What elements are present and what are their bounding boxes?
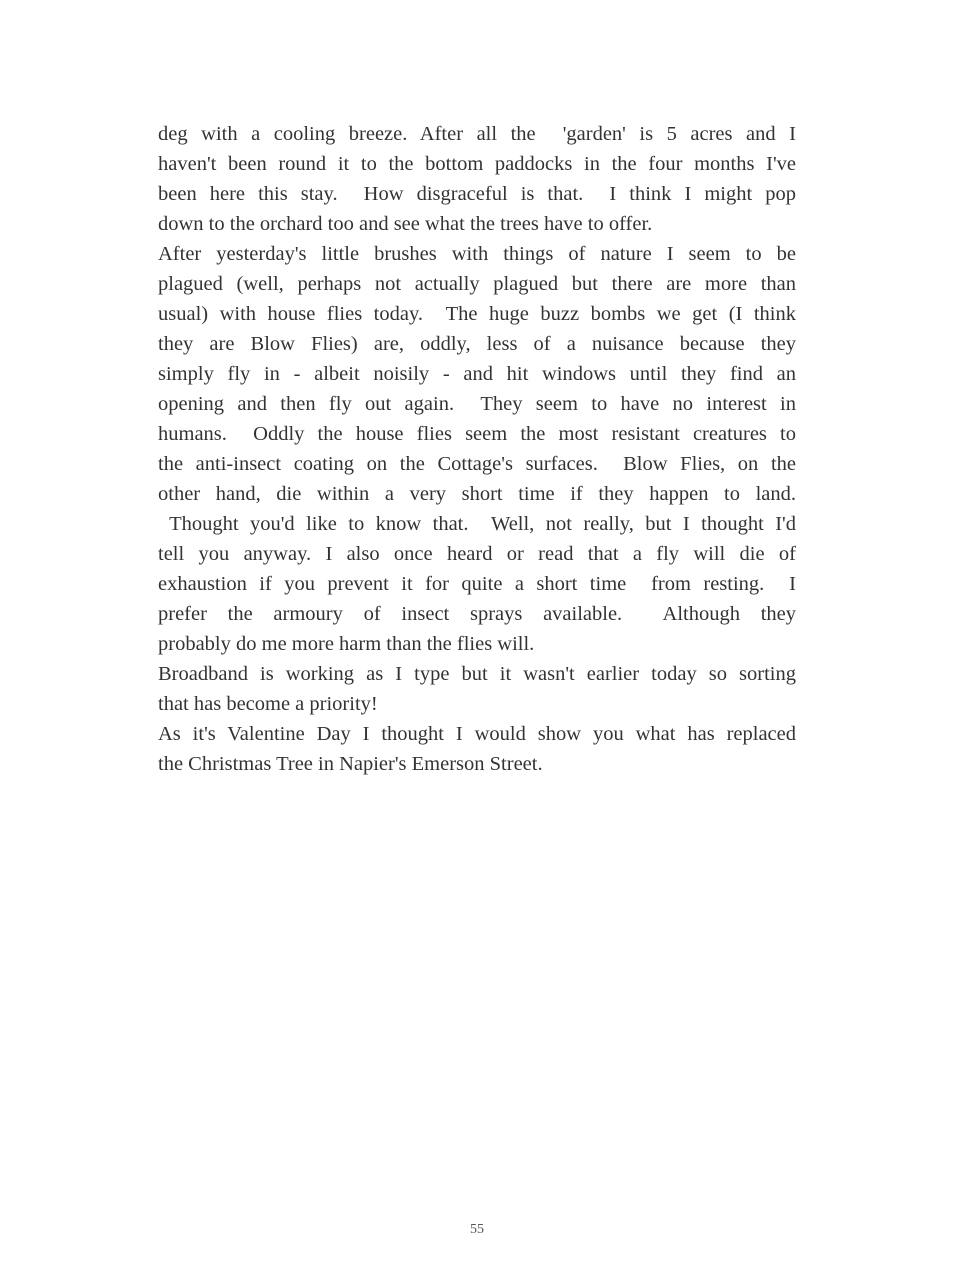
text-line: other hand, die within a very short time if they happen to land. — [158, 483, 796, 505]
text-line: After yesterday's little brushes with things of nature I seem to be — [158, 243, 796, 265]
text-line: exhaustion if you prevent it for quite a short time from resting. I — [158, 573, 796, 595]
text-line: down to the orchard too and see what the trees have to offer. — [158, 213, 653, 235]
text-line: Broadband is working as I type but it wasn't earlier today so sorting — [158, 663, 796, 685]
text-line: the anti-insect coating on the Cottage's surfaces. Blow Flies, on the — [158, 453, 796, 475]
text-line: usual) with house flies today. The huge buzz bombs we get (I think — [158, 303, 796, 325]
text-line: the Christmas Tree in Napier's Emerson Street. — [158, 753, 543, 775]
text-line: haven't been round it to the bottom paddocks in the four months I've — [158, 153, 796, 175]
page-number: 55 — [470, 1222, 484, 1237]
text-line: probably do me more harm than the flies will. — [158, 633, 535, 655]
text-line: opening and then fly out again. They seem to have no interest in — [158, 393, 796, 415]
text-line: been here this stay. How disgraceful is that. I think I might pop — [158, 183, 796, 205]
text-line: plagued (well, perhaps not actually plagued but there are more than — [158, 273, 796, 295]
text-line: that has become a priority! — [158, 693, 378, 715]
text-line: tell you anyway. I also once heard or read that a fly will die of — [158, 543, 796, 565]
text-line: simply fly in - albeit noisily - and hit windows until they find an — [158, 363, 796, 385]
text-line: Thought you'd like to know that. Well, not really, but I thought I'd — [158, 513, 796, 535]
text-line: prefer the armoury of insect sprays available. Although they — [158, 603, 796, 625]
text-line: humans. Oddly the house flies seem the most resistant creatures to — [158, 423, 796, 445]
text-line: As it's Valentine Day I thought I would show you what has replaced — [158, 723, 796, 745]
text-line: they are Blow Flies) are, oddly, less of a nuisance because they — [158, 333, 796, 355]
text-line: deg with a cooling breeze. After all the 'garden' is 5 acres and I — [158, 123, 796, 145]
body-text — [158, 119, 796, 779]
